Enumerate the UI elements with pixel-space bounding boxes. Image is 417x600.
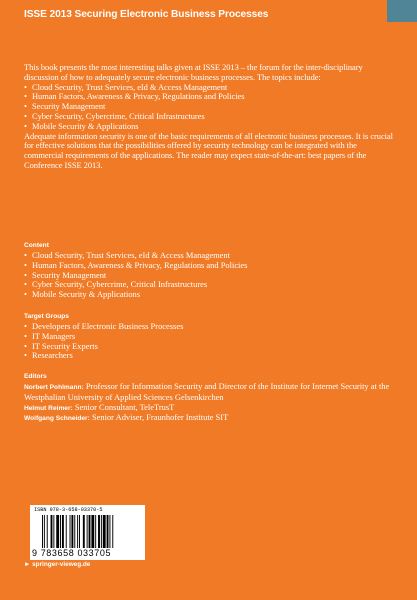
- editors-section: [24, 372, 396, 424]
- arrow-icon: ►: [24, 561, 31, 568]
- barcode: [30, 505, 145, 560]
- barcode-bar: [89, 515, 91, 548]
- list-item: • Mobile Security & Applications: [24, 122, 396, 132]
- barcode-bar: [66, 515, 67, 548]
- editor-name: Helmut Reimer:: [24, 404, 73, 412]
- barcode-bar: [56, 515, 59, 548]
- barcode-bar: [42, 515, 43, 548]
- list-item: • Human Factors, Awareness & Privacy, Regulations and Policies: [24, 261, 396, 271]
- content-list: [24, 251, 396, 300]
- content-heading: Content: [24, 242, 49, 249]
- list-item: • Cloud Security, Trust Services, eId & Access Management: [24, 83, 396, 93]
- isbn-label: ISBN 978-3-658-03370-5: [34, 507, 103, 513]
- barcode-bar: [79, 515, 80, 548]
- barcode-digits: 9 783658 033705: [32, 548, 112, 558]
- barcode-bar: [74, 515, 75, 548]
- barcode-bar: [53, 515, 54, 548]
- book-title: ISSE 2013 Securing Electronic Business Processes: [24, 9, 269, 20]
- editor-description: Professor for Information Security and Director of the Institute for Internet Security at the Westphalian University of Applied Sciences Gelsenkirchen: [24, 381, 390, 402]
- editor-entry: [24, 382, 396, 403]
- barcode-bar: [47, 515, 48, 548]
- target-groups-section: [24, 312, 396, 361]
- publisher-website[interactable]: [24, 561, 90, 568]
- barcode-bar: [101, 515, 102, 548]
- barcode-bar: [83, 515, 85, 548]
- barcode-bar: [44, 515, 45, 548]
- barcode-bar: [107, 515, 109, 548]
- list-item: • Mobile Security & Applications: [24, 290, 396, 300]
- target-groups-list: [24, 322, 396, 361]
- barcode-bar: [98, 515, 100, 548]
- editor-name: Wolfgang Schneider:: [24, 415, 90, 423]
- editor-entry: [24, 413, 396, 424]
- barcode-bar: [51, 515, 53, 548]
- barcode-bar: [103, 515, 106, 548]
- editor-name: Norbert Pohlmann:: [24, 384, 84, 391]
- barcode-bar: [87, 515, 88, 548]
- list-item: • Cyber Security, Cybercrime, Critical Infrastructures: [24, 280, 396, 290]
- list-item: • Cloud Security, Trust Services, eId & Access Management: [24, 251, 396, 261]
- intro-section: [24, 63, 396, 171]
- editors-heading: Editors: [24, 373, 47, 380]
- barcode-bar: [71, 515, 73, 548]
- list-item: • Security Management: [24, 271, 396, 281]
- barcode-bar: [60, 515, 61, 548]
- list-item: • Security Management: [24, 102, 396, 112]
- barcode-bar: [112, 515, 113, 548]
- barcode-bar: [91, 515, 94, 548]
- spine-accent-bar: [387, 0, 417, 22]
- list-item: • IT Managers: [24, 332, 396, 342]
- list-item: • Researchers: [24, 351, 396, 361]
- list-item: • IT Security Experts: [24, 342, 396, 352]
- barcode-bar: [109, 515, 110, 548]
- barcode-bar: [77, 515, 78, 548]
- content-section: [24, 241, 396, 300]
- list-item: • Human Factors, Awareness & Privacy, Regulations and Policies: [24, 92, 396, 102]
- editor-description: Senior Consultant, TeleTrusT: [72, 401, 175, 412]
- barcode-bar: [95, 515, 96, 548]
- editor-description: Senior Adviser, Fraunhofer Institute SIT: [89, 412, 229, 423]
- list-item: • Cyber Security, Cybercrime, Critical Infrastructures: [24, 112, 396, 122]
- list-item: • Developers of Electronic Business Processes: [24, 322, 396, 332]
- intro-paragraph-1: This book presents the most interesting talks given at ISSE 2013 – the forum for the inter-disciplinary discussion of how to adequately secure electronic business processes. The topics include:: [24, 62, 363, 82]
- target-groups-heading: Target Groups: [24, 313, 69, 320]
- intro-topic-list: [24, 83, 396, 132]
- barcode-bars: [42, 515, 137, 548]
- barcode-bar: [62, 515, 64, 548]
- website-label: springer-vieweg.de: [32, 561, 91, 568]
- barcode-bar: [70, 515, 71, 548]
- intro-paragraph-2: Adequate information security is one of the basic requirements of all electronic business processes. It is crucial for effective solutions that the possibilities offered by security technology can be integrated with the commercial requirements of the applications. The reader may expect state-of-the-art: best papers of the Conference ISSE 2013.: [24, 130, 393, 170]
